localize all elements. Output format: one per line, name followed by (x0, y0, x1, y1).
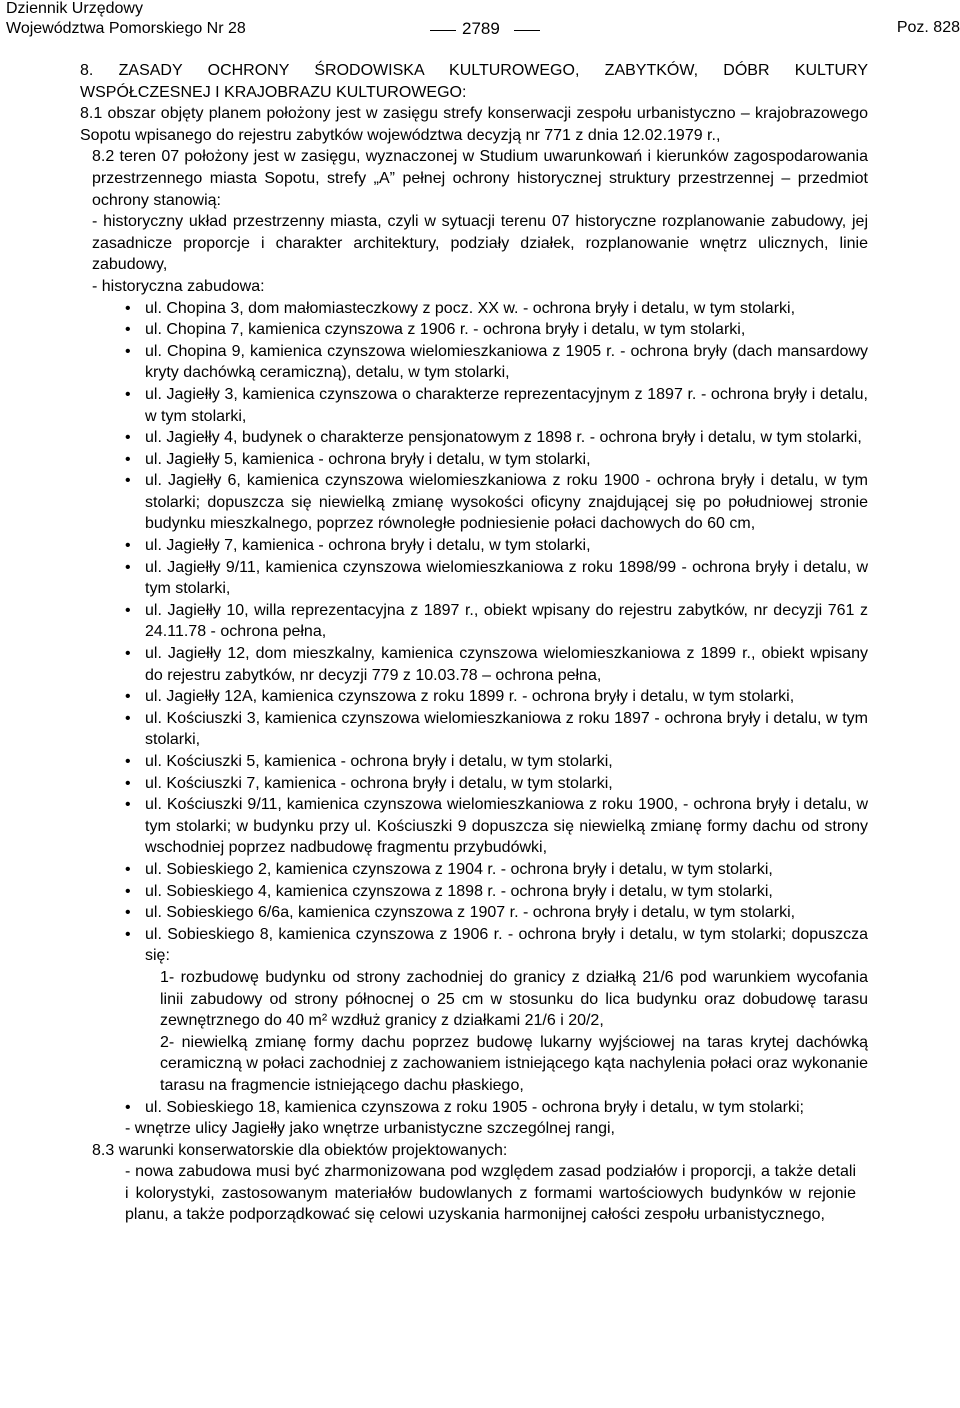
list-item (0, 535, 960, 557)
bullet-icon: • (125, 601, 131, 619)
bullet-icon: • (125, 688, 131, 706)
bullet-icon: • (125, 342, 131, 360)
bullet-icon: • (125, 429, 131, 447)
buildings-list (0, 298, 960, 1119)
list-item-text: ul. Sobieskiego 6/6a, kamienica czynszowa z 1907 r. - ochrona bryły i detalu, w tym stolarki, (145, 904, 796, 922)
paragraph-8-3: 8.3 warunki konserwatorskie dla obiektów projektowanych: (92, 1141, 508, 1159)
historic-layout-item: - historyczny układ przestrzenny miasta, czyli w sytuacji terenu 07 historyczne rozplanowanie zabudowy, jej zasadnicze proporcje i charakter architektury, podziały działek, rozplanowanie wnętrz ulicznych, linie zabudowy, (92, 213, 868, 274)
list-item-text: ul. Jagiełły 10, willa reprezentacyjna z 1897 r., obiekt wpisany do rejestru zabytków, nr decyzji 761 z 24.11.78 - ochrona pełna, (145, 601, 868, 641)
list-item-text: ul. Chopina 7, kamienica czynszowa z 1906 r. - ochrona bryły i detalu, w tym stolarki, (145, 321, 746, 339)
list-item-text: ul. Kościuszki 5, kamienica - ochrona bryły i detalu, w tym stolarki, (145, 753, 613, 770)
bullet-icon: • (125, 1098, 131, 1116)
condition-item: 1- rozbudowę budynku od strony zachodniej do granicy z działką 21/6 pod warunkiem wycofania linii zabudowy od strony północnej o 25 cm w stosunku do lica budynku oraz dobudowę tarasu zewnętrznego do 40 m² wzdłuż granicy z działkami 21/6 i 20/2, (160, 968, 868, 1030)
list-item (0, 319, 960, 341)
new-buildings-condition: - nowa zabudowa musi być zharmonizowana pod względem zasad podziałów i proporcji, a także detali i kolorystyki, zastosowanym materiałów budowlanych z formami wartościowych budynków w rejonie planu, a także podporządkować się celowi uzyskania harmonijnej całości zespołu urbanistycznego, (125, 1163, 856, 1224)
bullet-icon: • (125, 450, 131, 468)
bullet-icon: • (125, 882, 131, 900)
list-item (0, 1097, 960, 1119)
list-item (0, 643, 960, 686)
list-item-text: ul. Sobieskiego 8, kamienica czynszowa z 1906 r. - ochrona bryły i detalu, w tym stolarki; dopuszcza się: (145, 925, 868, 965)
list-item-text: ul. Sobieskiego 2, kamienica czynszowa z 1904 r. - ochrona bryły i detalu, w tym stolarki, (145, 860, 773, 878)
list-item-text: ul. Jagiełły 4, budynek o charakterze pensjonatowym z 1898 r. - ochrona bryły i detalu, w tym stolarki, (145, 429, 862, 447)
list-item (0, 449, 960, 471)
list-item-text: ul. Jagiełły 5, kamienica - ochrona bryły i detalu, w tym stolarki, (145, 450, 591, 468)
list-item-text: ul. Jagiełły 7, kamienica - ochrona bryły i detalu, w tym stolarki, (145, 537, 591, 555)
bullet-icon: • (125, 860, 131, 878)
position-number: Poz. 828 (896, 19, 960, 36)
list-item (0, 751, 960, 773)
list-item (0, 686, 960, 708)
list-item-text: ul. Kościuszki 9/11, kamienica czynszowa wielomieszkaniowa z roku 1900, - ochrona bryły i detalu, w tym stolarki; w budynku przy ul. Kościuszki 9 dopuszcza się niewielką zmianę formy dachu od strony wschodniej poprzez nadbudowę fragmentu przybudówki, (145, 796, 868, 857)
section-title: 8. ZASADY OCHRONY ŚRODOWISKA KULTUROWEGO, ZABYTKÓW, DÓBR KULTURY (80, 62, 868, 79)
list-item (0, 924, 960, 967)
page-number-dash-right (514, 30, 540, 31)
bullet-icon: • (125, 385, 131, 403)
bullet-icon: • (125, 645, 131, 663)
page-number-dash-left (430, 30, 456, 31)
list-item-text: ul. Chopina 3, dom małomiasteczkowy z pocz. XX w. - ochrona bryły i detalu, w tym stolarki, (145, 299, 796, 317)
bullet-icon: • (125, 321, 131, 339)
paragraph-8-2: 8.2 teren 07 położony jest w zasięgu, wyznaczonej w Studium uwarunkowań i kierunków zagospodarowania przestrzennego miasta Sopotu, strefy „A” pełnej ochrony historycznej struktury przestrzennej – przedmiot ochrony stanowią: (92, 148, 868, 209)
list-item (0, 708, 960, 751)
list-item (0, 298, 960, 320)
bullet-icon: • (125, 796, 131, 814)
list-item (0, 794, 960, 859)
page-number: 2789 (462, 19, 500, 38)
list-item (0, 427, 960, 449)
list-item-text: ul. Jagiełły 9/11, kamienica czynszowa wielomieszkaniowa z roku 1898/99 - ochrona bryły i detalu, w tym stolarki, (145, 558, 868, 598)
historic-buildings-label: - historyczna zabudowa: (92, 277, 265, 295)
section-title-continued: WSPÓŁCZESNEJ I KRAJOBRAZU KULTUROWEGO: (80, 83, 467, 101)
list-item (0, 384, 960, 427)
list-item-text: ul. Jagiełły 12A, kamienica czynszowa z roku 1899 r. - ochrona bryły i detalu, w tym stolarki, (145, 688, 795, 706)
list-item-text: ul. Kościuszki 3, kamienica czynszowa wielomieszkaniowa z roku 1897 - ochrona bryły i detalu, w tym stolarki, (145, 709, 868, 749)
list-item (0, 773, 960, 795)
list-item (0, 557, 960, 600)
bullet-icon: • (125, 925, 131, 943)
bullet-icon: • (125, 299, 131, 317)
list-item-text: ul. Kościuszki 7, kamienica - ochrona bryły i detalu, w tym stolarki, (145, 774, 613, 792)
bullet-icon: • (125, 537, 131, 555)
list-item-text: ul. Chopina 9, kamienica czynszowa wielomieszkaniowa z 1905 r. - ochrona bryły (dach mansardowy kryty dachówką ceramiczną), detalu, w tym stolarki, (145, 342, 868, 382)
street-interior-item: - wnętrze ulicy Jagiełły jako wnętrze urbanistyczne szczególnej rangi, (125, 1120, 615, 1138)
bullet-icon: • (125, 558, 131, 576)
list-item (0, 881, 960, 903)
list-item-text: ul. Jagiełły 12, dom mieszkalny, kamienica czynszowa wielomieszkaniowa z 1899 r., obiekt wpisany do rejestru zabytków, nr decyzji 779 z 10.03.78 – ochrona pełna, (145, 645, 868, 684)
journal-subtitle: Województwa Pomorskiego Nr 28 (6, 20, 246, 37)
bullet-icon: • (125, 472, 131, 490)
bullet-icon: • (125, 774, 131, 792)
page-header (6, 0, 960, 40)
bullet-icon: • (125, 709, 131, 727)
list-item (0, 859, 960, 881)
list-item (0, 341, 960, 384)
list-item-text: ul. Sobieskiego 18, kamienica czynszowa z roku 1905 - ochrona bryły i detalu, w tym stolarki; (145, 1098, 804, 1116)
journal-title: Dziennik Urzędowy (6, 0, 143, 17)
bullet-icon: • (125, 753, 131, 770)
list-item (0, 902, 960, 924)
paragraph-8-1: 8.1 obszar objęty planem położony jest w zasięgu strefy konserwacji zespołu urbanistyczno – krajobrazowego Sopotu wpisanego do rejestru zabytków województwa decyzją nr 771 z dnia 12.02.1979 r., (80, 105, 868, 144)
list-item-text: ul. Sobieskiego 4, kamienica czynszowa z 1898 r. - ochrona bryły i detalu, w tym stolarki, (145, 882, 773, 900)
list-item-text: ul. Jagiełły 6, kamienica czynszowa wielomieszkaniowa z roku 1900 - ochrona bryły i detalu, w tym stolarki; dopuszcza się niewielką zmianę wysokości oficyny znajdującej się po południowej stronie budynku mieszkalnego, poprzez równoległe podniesienie połaci dachowych do 60 cm, (145, 472, 868, 533)
condition-item: 2- niewielką zmianę formy dachu poprzez budowę lukarny wyjściowej na taras krytej dachówką ceramiczną w połaci zachodniej z zachowaniem istniejącego kąta nachylenia połaci oraz wykonanie tarasu na fragmencie istniejącego dachu płaskiego, (160, 1033, 868, 1094)
list-item (0, 600, 960, 643)
list-item (0, 470, 960, 535)
document-body (0, 60, 960, 1226)
list-item-text: ul. Jagiełły 3, kamienica czynszowa o charakterze reprezentacyjnym z 1897 r. - ochrona bryły i detalu, w tym stolarki, (145, 385, 868, 425)
bullet-icon: • (125, 904, 131, 922)
